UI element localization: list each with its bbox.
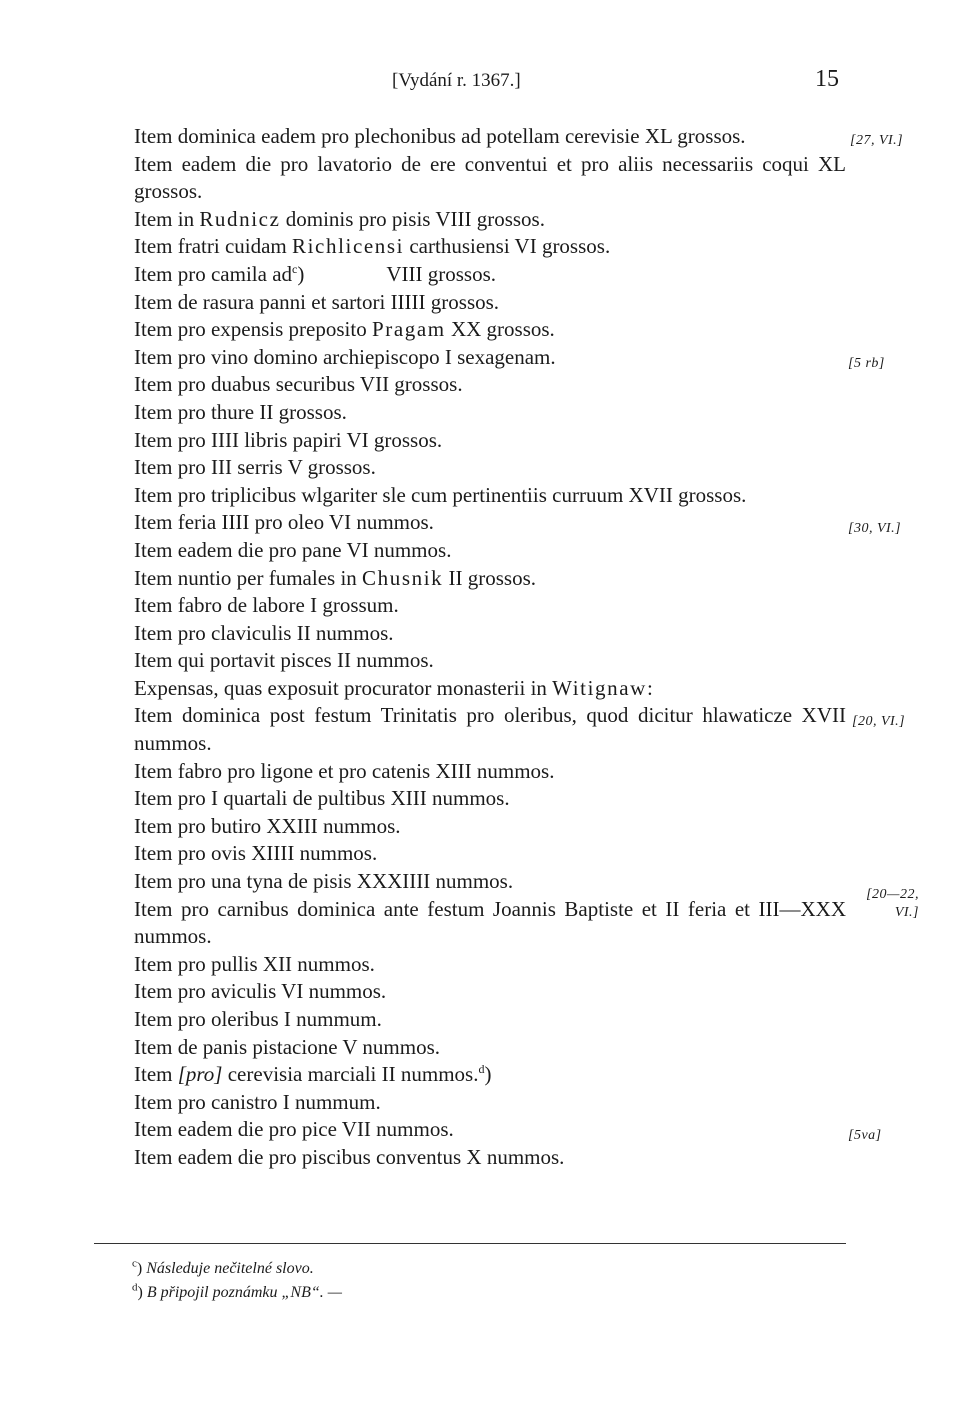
entry-text: ): [297, 261, 305, 286]
entry-line: [134, 1116, 882, 1144]
entry-text: Item eadem die pro piscibus conventus X nummos.: [134, 1144, 565, 1169]
entry-text: Item dominica eadem pro plechonibus ad potellam cerevisie XL grossos.: [134, 124, 746, 148]
entry-line: [134, 482, 846, 510]
entry-text: Item pro pullis XII nummos.: [134, 951, 375, 976]
entry-text: Item de panis pistacione V nummos.: [134, 1034, 441, 1059]
entry-text: dominis pro pisis VIII grossos.: [280, 206, 545, 231]
entry-text: Item pro duabus securibus VII grossos.: [134, 372, 463, 397]
entry-text: Item pro expensis preposito: [134, 317, 372, 342]
entry-text: Item eadem die pro pane VI nummos.: [134, 537, 452, 562]
entry-line: [134, 951, 846, 979]
entry-line: [134, 233, 846, 261]
margin-date-note: [27, VI.]: [850, 133, 904, 148]
entry-line: [134, 371, 846, 399]
entry-text: Item pro butiro XXIII nummos.: [134, 813, 401, 838]
entry-line: [134, 1144, 846, 1172]
entry-text: VIII grossos.: [386, 261, 496, 286]
entry-line: [134, 702, 906, 757]
section-heading: [134, 675, 846, 703]
account-entries: [134, 123, 919, 1172]
entry-line: [134, 785, 846, 813]
entry-line: [134, 509, 902, 537]
entry-line: [134, 840, 846, 868]
entry-line: [134, 399, 846, 427]
entry-text: Item pro canistro I nummum.: [134, 1089, 381, 1114]
entry-line: [134, 758, 846, 786]
entry-line: [134, 316, 846, 344]
entry-text: Item fabro de labore I grossum.: [134, 593, 399, 618]
entry-line: [134, 886, 919, 951]
entry-line: [134, 813, 846, 841]
entry-text: Item pro camila ad: [134, 261, 293, 286]
entry-line: [134, 151, 846, 206]
entry-text: Item qui portavit pisces II nummos.: [134, 648, 434, 673]
entry-text: Item pro thure II grossos.: [134, 399, 347, 424]
footnote-c: [132, 1257, 342, 1281]
entry-text: II grossos.: [443, 565, 536, 590]
entry-text: Item pro una tyna de pisis XXXIIII nummos.: [134, 869, 514, 894]
entry-text: Item in: [134, 206, 200, 231]
page-number: 15: [815, 66, 839, 92]
entry-text: XX grossos.: [445, 317, 555, 342]
entry-text: :: [646, 675, 653, 700]
entry-line: [134, 1061, 846, 1089]
entry-line: [134, 454, 846, 482]
entry-line: [134, 261, 846, 289]
entry-text: Expensas, quas exposuit procurator monasterii in: [134, 675, 553, 700]
page-header: [0, 66, 960, 100]
entry-text: ): [484, 1062, 492, 1087]
place-name: Chusnik: [362, 565, 444, 590]
place-name: Rudnicz: [199, 206, 281, 231]
entry-line: [134, 1089, 846, 1117]
entry-text: Item eadem die pro pice VII nummos.: [134, 1117, 454, 1142]
editorial-insertion: [pro]: [177, 1062, 223, 1087]
entry-text: Item pro I quartali de pultibus XIII nummos.: [134, 786, 510, 811]
entry-text: Item pro IIII libris papiri VI grossos.: [134, 427, 443, 452]
entry-line: [134, 289, 846, 317]
footnote-ref: d: [478, 1062, 485, 1077]
footnote-mark: d: [132, 1281, 138, 1294]
entry-line: [134, 206, 846, 234]
footnote-text: Následuje nečitelné slovo.: [146, 1260, 314, 1277]
entry-text: Item feria IIII pro oleo VI nummos.: [134, 510, 434, 535]
entry-text: Item: [134, 1062, 178, 1087]
entry-text: carthusiensi VI grossos.: [404, 234, 611, 259]
footnote-mark-close: ): [137, 1284, 143, 1301]
entry-line: [134, 1034, 846, 1062]
entry-text: cerevisia marciali II nummos.: [222, 1062, 479, 1087]
entry-text: Item fratri cuidam: [134, 234, 293, 259]
entry-text: Item pro aviculis VI nummos.: [134, 979, 387, 1004]
entry-line: [134, 978, 846, 1006]
entry-line: [134, 647, 846, 675]
margin-folio-note: [5 rb]: [848, 355, 885, 371]
footnote-ref: c: [292, 261, 298, 276]
entry-text: Item pro ovis XIIII nummos.: [134, 841, 378, 866]
entry-text: Item pro oleribus I nummum.: [134, 1007, 382, 1031]
entry-line: [134, 537, 846, 565]
entry-text: Item dominica post festum Trinitatis pro oleribus, quod dicitur hlawaticze XVII nummos.: [134, 703, 846, 756]
entry-line: [134, 565, 846, 593]
place-name: Richlicensi: [292, 234, 405, 259]
entry-line: [134, 1006, 846, 1034]
margin-folio-note: [5va]: [848, 1128, 882, 1144]
entry-text: Item pro carnibus dominica ante festum Joannis Baptiste et II feria et III—XXX nummos.: [134, 896, 846, 949]
entry-text: Item pro triplicibus wlgariter sle cum pertinentiis curruum XVII grossos.: [134, 482, 747, 507]
entry-text: Item nuntio per fumales in: [134, 565, 363, 590]
entry-line: [134, 620, 846, 648]
place-name: Witignaw: [552, 675, 647, 700]
entry-text: Item pro vino domino archiepiscopo I sexagenam.: [134, 344, 556, 369]
margin-date-note: [20, VI.]: [852, 714, 906, 730]
entry-line: [134, 592, 846, 620]
entry-text: Item pro III serris V grossos.: [134, 455, 376, 480]
entry-text: Item de rasura panni et sartori IIIII grossos.: [134, 289, 500, 314]
entry-line: [134, 344, 885, 372]
entry-text: Item pro claviculis II nummos.: [134, 620, 394, 645]
footnote-text: B připojil poznámku „NB“. —: [146, 1284, 342, 1301]
entry-text: Item eadem die pro lavatorio de ere conventui et pro aliis necessariis coqui XL grossos.: [134, 151, 846, 204]
place-name: Pragam: [371, 317, 446, 342]
footnotes: [132, 1257, 342, 1305]
entry-line: [134, 427, 846, 455]
entry-text: Item fabro pro ligone et pro catenis XIII nummos.: [134, 758, 555, 783]
footnote-mark: c: [132, 1257, 137, 1270]
entry-line: [134, 868, 846, 896]
footnote-divider: [94, 1243, 846, 1244]
margin-date-note: [30, VI.]: [848, 521, 902, 537]
footnote-d: [132, 1281, 342, 1305]
margin-date-note: [20—22, VI.]: [866, 886, 919, 920]
entry-line: [134, 123, 904, 151]
footnote-mark-close: ): [136, 1260, 143, 1277]
running-head: [Vydání r. 1367.]: [392, 70, 521, 91]
